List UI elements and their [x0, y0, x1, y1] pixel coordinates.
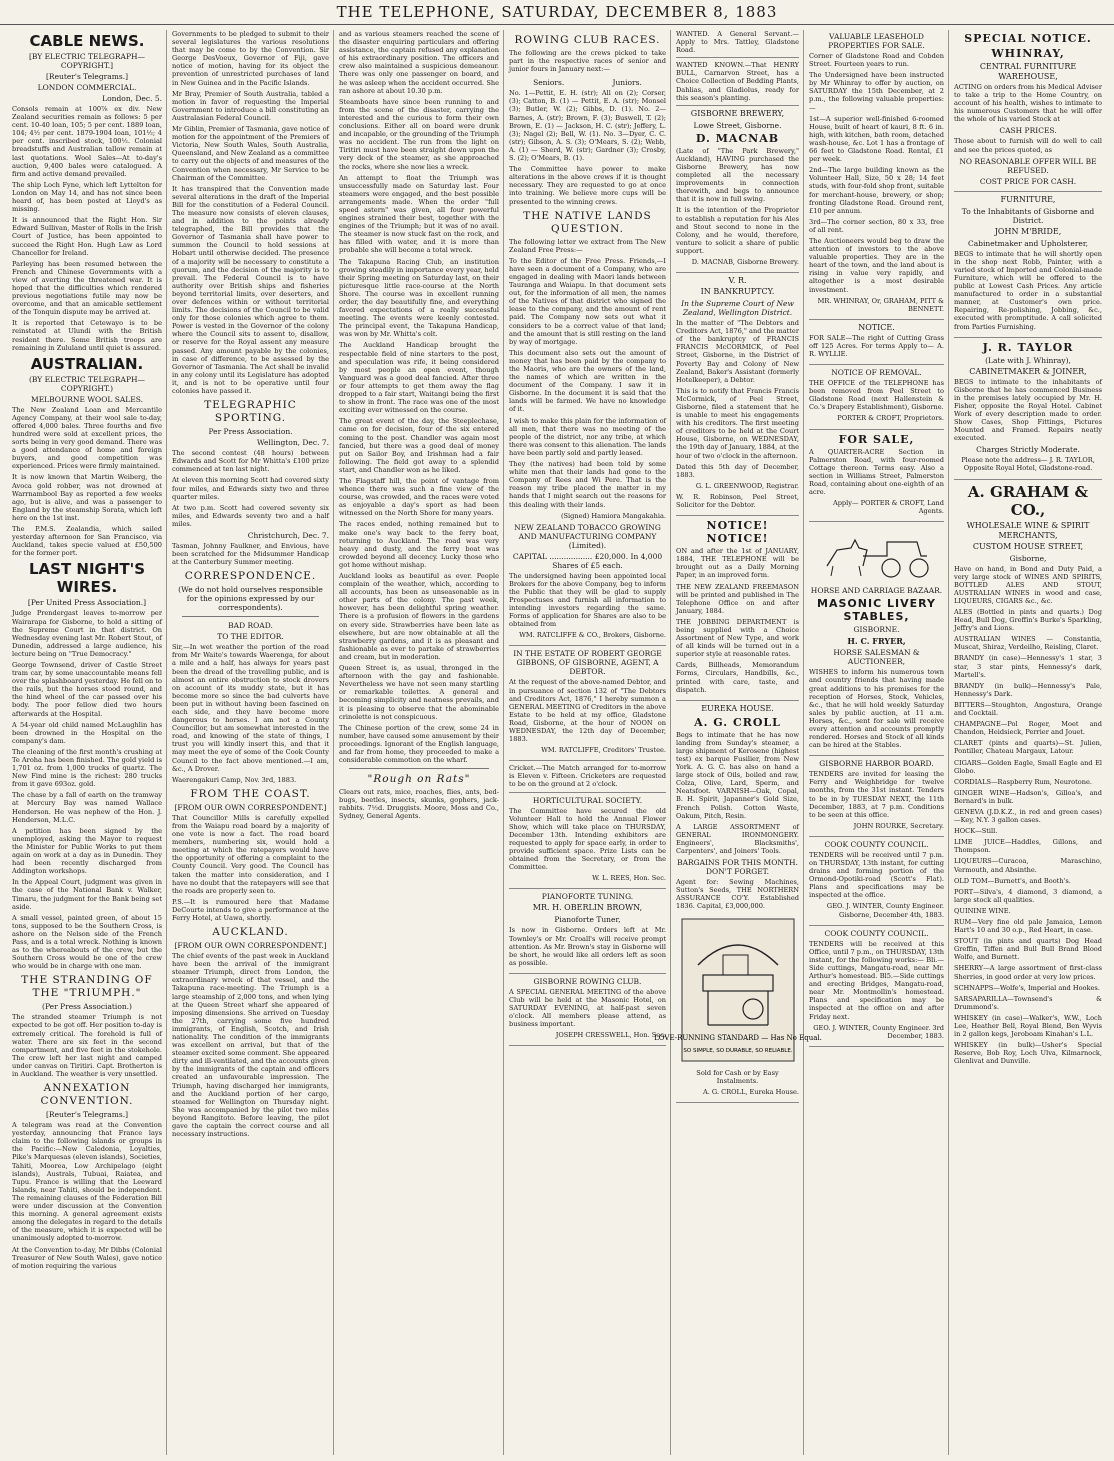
- article-paragraph: Parleying has been resumed between the French and Chinese Governments with a view of averting the threatened war. It is hoped that the difficulties which rendered previous negotiations futile may now be overcome, and that an amicable settlement of the Tonquin dispute may be arrived at.: [12, 259, 162, 317]
- subheading-bad-road: BAD ROAD.: [228, 621, 273, 631]
- ad-text: ACTING on orders from his Medical Adviser to take a trip to the Home Country, on account of his health, wishes to intimate to his numerous Customers that he will offer the whole of his varied Stock at: [954, 83, 1102, 124]
- ad-name: WHINRAY,: [991, 47, 1065, 60]
- ad-highlight: Charges Strictly Moderate.: [976, 445, 1080, 455]
- ad-address: To the Inhabitants of Gisborne and District.: [961, 206, 1095, 225]
- article-paragraph: George Townsend, driver of Castle Street tram car, by some unaccountable means fell over the splashboard yesterday. He fell on to the rails, but the horses stood round, and the hind wheel of the car passed over his body. The poor fellow died two hours afterwards at the Hospital.: [12, 660, 162, 718]
- article-paragraph: P.S.—It is rumoured here that Madame DeCourte intends to give a performance at the Ferry Hotel, at Uawa, shortly.: [172, 897, 329, 922]
- section-heading-native-lands: THE NATIVE LANDS QUESTION.: [523, 209, 652, 235]
- ad-heading: COOK COUNTY COUNCIL.: [824, 928, 929, 938]
- product-list-item: LIME JUICE—Haddles, Gillons, and Thompson.: [954, 838, 1102, 855]
- ad-brewery: [676, 109, 799, 273]
- ad-name: A. GRAHAM & CO.,: [967, 482, 1089, 519]
- section-heading-last-nights-wires: LAST NIGHT'S WIRES.: [28, 560, 146, 597]
- ad-mbride: [954, 195, 1102, 338]
- dateline: Christchurch, Dec. 7.: [247, 530, 329, 540]
- ad-heading: SPECIAL NOTICE.: [964, 32, 1092, 45]
- ad-eureka-house: [653, 703, 822, 1103]
- article-paragraph: It is reported that Cetewayo is to be reinstated at Ulundi with the British resident there. Some British troops are remaining in Zululand until quiet is assured.: [12, 319, 162, 352]
- ad-text: A SPECIAL GENERAL MEETING of the above Club will be held at the Masonic Hotel, on SATURDAY EVENING, at half-past seven o'clock. All members please attend, as business important.: [509, 987, 666, 1029]
- crew-heading-juniors: Juniors.: [612, 78, 642, 88]
- subheading-london-commercial: LONDON COMMERCIAL.: [37, 83, 137, 92]
- column-2: [172, 30, 334, 1455]
- ad-text: It is the intention of the Proprietor to establish a reputation for his Ales and Stout second to none in the Colony, and he would, therefore, venture to solicit a share of public support.: [676, 206, 799, 255]
- ad-text: WISHES to inform his numerous town and country friends that having made great additions to his premises for the reception of Horses, Stock, Vehicles, &c., that he will hold weekly Saturday sales by public auction, at 11 a.m. Horses, &c., sent for sale will receive every attention and accounts promptly rendered. Horses and Stock of all kinds can be hired at the Stables.: [809, 668, 944, 750]
- ad-subtitle: Cabinetmaker and Upholsterer,: [967, 238, 1089, 248]
- article-paragraph: The Chinese portion of the crew, some 24 in number, have caused some amusement by their proceedings. Ignorant of the English language, and far from home, they proceeded to make a considerable commotion on the wharf.: [339, 723, 499, 765]
- ad-notice-grass: [809, 323, 944, 365]
- ad-signature: G. L. GREENWOOD, Registrar.: [695, 481, 799, 490]
- product-list-item: CHAMPAGNE—Pol Roger, Moet and Chandon, Heidsieck, Perrier and Jouet.: [954, 720, 1102, 737]
- ad-name: A. G. CROLL: [694, 715, 781, 729]
- engraving-slogan: LOVE-RUNNING STANDARD — Has No Equal.: [653, 1033, 822, 1042]
- ad-text: THE NEW ZEALAND FREEMASON will be printed and published in The Telephone Office on and after January, 1884.: [676, 582, 799, 615]
- ad-signature: W. L. REES, Hon. Sec.: [592, 874, 666, 883]
- product-list-item: STOUT (in pints and quarts) Dog Head Greffin, Tiffen and Bull Bull Brand Blood Wolfe, and Burnett.: [954, 937, 1102, 962]
- ad-signature: D. MACNAB, Gisborne Brewery.: [691, 257, 799, 266]
- ad-heading: IN BANKRUPTCY.: [700, 287, 775, 297]
- royal-cipher: V. R.: [728, 276, 747, 286]
- article-paragraph: A telegram was read at the Convention yesterday, announcing that France lays claim to the following islands or groups in the Pacific:—New Caledonia, Loyalties, Pike's Marquesas (eleven islands), Societies, Tahiti, Moorea, Low Archipelago (eight islands), Australs, Tubuai, Raiatea, and Tupu. France is willing that the Leeward Islands, near Tahiti, should be independent. The remaining clauses of the Federation Bill were under discussion at the Convention this morning. A general agreement exists among the delegates in regard to the details of the measure, which it is expected will be unanimously adopted to-morrow.: [12, 1121, 162, 1243]
- ad-subtitle: CENTRAL FURNITURE WAREHOUSE,: [979, 62, 1077, 81]
- section-heading-cable-news: CABLE NEWS.: [29, 32, 145, 50]
- ad-county-council-1: [809, 840, 944, 926]
- article-paragraph: In the Appeal Court, judgment was given in the case of the National Bank v. Walker, Timaru, the judgment for the Bank being set aside.: [12, 878, 162, 911]
- section-subheading: (Per Press Association.): [42, 1002, 132, 1012]
- ad-proprietor: H. C. FRYER,: [847, 636, 906, 647]
- section-subheading: Per Press Association.: [208, 427, 293, 437]
- article-paragraph: Steamboats have since been running to and from the scene of the disaster, carrying the interested and the curious to form their own conclusions. Either all on board were drunk and incapable, or the grounding of the Triumph was no accident. The run from the light on Tiritiri must have been straight down upon the very deck of the steamer, as she approached the rocks, where she now lies a wreck.: [339, 97, 499, 171]
- ad-subtitle: WHOLESALE WINE & SPIRIT MERCHANTS,: [966, 520, 1090, 540]
- ad-name: J. R. TAYLOR: [982, 340, 1074, 354]
- article-paragraph: The following letter we extract from The New Zealand Free Press:—: [509, 237, 666, 254]
- ad-heading: FURNITURE,: [1000, 194, 1056, 204]
- article-paragraph: At eleven this morning Scott had covered sixty four miles, and Edwards sixty two and three quarter miles.: [172, 476, 329, 501]
- article-paragraph: They (the natives) had been told by some white men that their lands had gone to the Company of Rees and Wi Pere. That is the reason my tribe placed the matter in my hands that I might search out the reasons for this dealing with their lands.: [509, 460, 666, 509]
- section-subheading: [FROM OUR OWN CORRESPONDENT.]: [174, 802, 327, 812]
- article-paragraph: The great event of the day, the Steeplechase, came on for decision, four of the six entered coming to the post. Chandler was again most fancied, but there was a good deal of money put on Sailor Boy, and Irishman had a fair following. The field got away to a splendid start, and Chandler won as he liked.: [339, 417, 499, 474]
- article-paragraph: It is announced that the Right Hon. Sir Edward Sullivan, Master of Rolls in the Irish Court of Justice, has been appointed to succeed the Right Hon. Hugh Law as Lord Chancellor for Ireland.: [12, 216, 162, 257]
- ad-name: MASONIC LIVERY STABLES,: [817, 597, 936, 624]
- product-list-item: SCHNAPPS—Wolfe's, Imperial and Hookes.: [954, 983, 1100, 992]
- ad-text: Is now in Gisborne. Orders left at Mr. Townley's or Mr. Croall's will receive prompt attention. As Mr. Brown's stay in Gisborne will be short, he would like all orders left as soon as possible.: [509, 926, 666, 967]
- divider: [182, 616, 319, 617]
- ad-livery-stables: [809, 586, 944, 756]
- column-1: [12, 30, 167, 1455]
- section-subheading: [FROM OUR OWN CORRESPONDENT.]: [174, 941, 327, 951]
- ad-highlight: COST PRICE FOR CASH.: [979, 176, 1077, 186]
- ad-address: CUSTOM HOUSE STREET,: [972, 541, 1084, 551]
- article-paragraph: Mr Giblin, Premier of Tasmania, gave notice of motion for the appointment of the Premiers of Victoria, New South Wales, South Australia, Queensland, and New Zealand as a committee to carry out the objects of and measures of the Convention when necessary, Mr Service to be Chairman of the Committee.: [172, 125, 329, 182]
- ad-address: Lowe Street, Gisborne.: [693, 120, 782, 130]
- article-paragraph: The following are the crews picked to take part in the respective races of senior and junior fours in January next:—: [509, 49, 666, 74]
- ad-signature: GEO. J. WINTER, County Engineer. Gisborne, December 4th, 1883.: [826, 902, 944, 919]
- article-paragraph: An attempt to float the Triumph was unsuccessfully made on Saturday last. Four steamers were engaged, and the best possible arrangements made. When the order "full speed astern" was given, all four powerful engines strained their best, together with the engines of the Triumph; but it was of no avail. The steamer is now stuck fast on the rock, and has filled with water, and it is more than probable she will become a total wreck.: [339, 173, 499, 255]
- ad-text: Agent for: Sewing Machines, Sutton's Seeds, THE NORTHERN ASSURANCE CO'Y. Established 1836. Capital, £3,000,000.: [676, 878, 799, 911]
- article-paragraph: It is now known that Martin Weiberg, the Avoca gold robber, was not drowned at Warrnambool Bay as reported a few weeks ago, but is alive, and was a passenger to England by the steamship Sorata, which left here on the 1st inst.: [12, 473, 162, 522]
- ad-heading: PIANOFORTE TUNING.: [541, 892, 634, 902]
- article-paragraph: The stranded steamer Triumph is not expected to be got off. Her position to-day is extremely critical. The forehold is full of water. There are six feet in the second compartment, and five feet in the stokehole. The crew left her last night and camped under canvas on Tiritiri. Capt. Brotherton is in Auckland. The weather is very unsettled.: [12, 1013, 162, 1078]
- ad-heading: GISBORNE BREWERY,: [690, 108, 785, 118]
- ad-whinray: [954, 32, 1102, 192]
- section-subheading: [Reuter's Telegrams.]: [46, 1110, 128, 1120]
- product-list-item: CORDIALS—Raspberry Rum, Neurotone.: [954, 777, 1093, 786]
- ad-signature: WM. RATCLIFFE & CO., Brokers, Gisborne.: [519, 631, 666, 640]
- ad-text: TENDERS are invited for leasing the Ferry and Weighbridge for twelve months, from the 31st instant. Tenders to be in by TUESDAY NEXT, the 11th December, 1883, at 7 p.m. Conditions to be seen at this office.: [809, 770, 944, 819]
- article-paragraph: Governments to be pledged to submit to their several legislatures the various resolutions that may be come to by the Convention. Sir George DesVoeux, Governor of Fiji, gave notice of motion, having for its object the prevention of unrestricted purchases of land in New Guinea and in the Pacific Islands.: [172, 30, 329, 87]
- article-paragraph: Mr Bray, Premier of South Australia, tabled a motion in favor of requesting the Imperial Government to introduce a bill constituting an Australasian Federal Council.: [172, 89, 329, 122]
- ad-text: TENDERS will be received at this Office, until 7 p.m., on THURSDAY, 13th instant, for the following works:— Bli.—Side cuttings, Mangatu-road, near Mr. Arthur's homestead. Bl5.—Side cuttings and erecting Bridges, Mangatu-road, near Mr. Montmollin's homestead. Plans and specification may be inspected at the office on and after Friday next.: [809, 939, 944, 1021]
- article-paragraph: The Committee have power to make alterations in the above crews if it is thought necessary. They are requested to go at once into training. We believe more cups will be presented to the winning crews.: [509, 165, 666, 206]
- product-list-item: SARSAPARILLA—Townsend's & Drummond's.: [954, 994, 1102, 1011]
- section-heading-stranding: THE STRANDING OF THE "TRIUMPH.": [21, 974, 153, 1000]
- ad-bargains: BARGAINS FOR THIS MONTH. DON'T FORGET.: [677, 858, 798, 877]
- section-heading-auckland: AUCKLAND.: [212, 926, 289, 939]
- article-paragraph: The cleaning of the first month's crushing at Te Aroha has been finished. The gold yield is 1,701 oz. from 1,000 trucks of quartz. The New Find mine is the richest: 280 trucks from it gave 693oz. gold.: [12, 747, 162, 789]
- article-paragraph: To the Editor of the Free Press. Friends,—I have seen a document of a Company, who are engaged in dealing with Maori lands between Tauranga and Waiapu. In that document sets out, for the information of all men, the names of the Natives of that district who signed the lease to the company, and the amount of rent paid. The Company now sets out what it considers to be a correct value of that land; and the amount that is still resting on the land by way of mortgage.: [509, 256, 666, 346]
- ad-name: MR. H. OBERLIN BROWN,: [532, 903, 643, 913]
- article-paragraph: Consols remain at 100⅞ ex div. New Zealand securities remain as follows: 5 per cent. 10-40 loan, 105; 5 per cent. 1889 loan, 104; 4½ per cent. 1879-1904 loan, 101½; 4 per cent. inscribed stock, 100½. Colonial breadstuffs and Australian tallow remain at last quotations. Wool Sales—At to-day's auction, 9,400 bales were catalogued. A firm and active demand prevailed.: [12, 105, 162, 178]
- ad-heading-rough-on-rats: "Rough on Rats": [367, 773, 471, 786]
- ad-highlight: NO REASONABLE OFFER WILL BE REFUSED.: [959, 156, 1097, 175]
- crew-table-header: [509, 76, 666, 89]
- ad-text: A QUARTER-ACRE Section in Palmerston Road, with four-roomed Cottage thereon. Terms easy. Also a section in Williams Street, Palmerston Road, containing about one-eighth of an acre.: [809, 447, 944, 497]
- product-list-item: LIQUEURS—Curacoa, Maraschino, Vermouth, and Absinthe.: [954, 857, 1102, 874]
- carriage-engraving: [817, 526, 937, 582]
- section-heading-from-the-coast: FROM THE COAST.: [190, 787, 311, 800]
- crew-heading-seniors: Seniors.: [533, 78, 565, 88]
- section-subheading: [Per United Press Association.]: [27, 598, 147, 608]
- subheading-wool-sales: MELBOURNE WOOL SALES.: [31, 394, 143, 404]
- ad-location: GISBORNE.: [853, 625, 900, 635]
- ad-text: 2nd—The large building known as the Volunteer Hall, Size, 50 x 28; 14 feet studs, with four-fold shop front, suitable for merchant-house, brewery, or shop; fronting Gladstone Road. Ground rent, £10 per annum.: [809, 166, 944, 215]
- ad-text: The undersigned having been appointed local Brokers for the above Company, beg to inform the Public that they will be glad to supply Prospectuses and furnish all information to intending investors regarding the same. Forms of application for Shares are also to be obtained from: [509, 571, 666, 629]
- section-heading-sporting: TELEGRAPHIC SPORTING.: [204, 399, 297, 425]
- section-subheading: (We do not hold ourselves responsible for the opinions expressed by our correspondents).: [178, 585, 323, 613]
- ad-text: Begs to intimate that he has now landing from Sunday's steamer, a large shipment of Kerosene (highest test) ex barque Fusilier, from New York. A. G. C. has also on hand a large stock of Oils, boiled and raw, Colza, Olive, Lard, Sperm, and Neatsfoot. VARNISH—Oak, Copal, B. H. Spirit, Japanner's Gold Size, French Polish. Cotton Waste, Oakum, Pitch, Resin.: [676, 730, 799, 820]
- divider: [349, 768, 489, 769]
- ad-rowing-club: [509, 977, 666, 1047]
- ad-wanted-servant: WANTED. A General Servant.—Apply to Mrs. Tattley, Gladstone Road.: [676, 30, 799, 58]
- ad-court: In the Supreme Court of New Zealand, Wellington District.: [681, 299, 794, 318]
- product-list-item: SHERRY—A large assortment of first-class Sherries, in good order at very low prices.: [954, 964, 1102, 981]
- product-list-item: WHISKEY (in case)—Walker's, W.W., Loch Lee, Heather Bell, Royal Blend, Ben Wyvis in 2 gallon kegs, Jeroboam Kinahan's L.L.: [954, 1013, 1102, 1039]
- ad-for-sale: [809, 433, 944, 523]
- ad-text: W. R. Robinson, Peel Street, Solicitor for the Debtor.: [676, 492, 799, 510]
- ad-signature: WM. RATCLIFFE, Creditors' Trustee.: [541, 746, 666, 755]
- ad-text: BEGS to intimate to the inhabitants of Gisborne that he has commenced Business in the premises lately occupied by Mr. H. Fisher, opposite the Royal Hotel. Cabinet Work of every description made to order. Show Cases, Shop Fittings, Pictures Mounted and Framed. Repairs neatly executed.: [954, 377, 1102, 443]
- ad-text: (Late of "The Park Brewery," Auckland), HAVING purchased the Gisborne Brewery, has now completed all the necessary improvements in connection therewith, and begs to announce that it is now in full swing.: [676, 146, 799, 204]
- product-list-item: WHISKEY (in bulk)—Usher's Special Reserve, Bob Roy, Loch Ulva, Kilmarnock, Glenlivat and Dunville.: [954, 1041, 1102, 1066]
- ad-text: The Undersigned have been instructed by Mr Whinray to offer by auction, on SATURDAY the 15th December, at 2 p.m., the following valuable properties:—: [809, 71, 944, 112]
- ad-text: 3rd—The corner section, 80 x 33, free of all rent.: [809, 217, 944, 234]
- ad-signature: PORTER & CROFT, Proprietors.: [837, 414, 944, 423]
- ad-text: BEGS to intimate that he will shortly open in the shop next Robb, Painter, with a varied stock of Imported and Colonial-made Furniture, which will be offered to the public at Lowest Cash Prices. Any article manufactured to order in a substantial manner, at Customer's own price. Repairing, Re-polishing, Jobbing, &c., executed with promptitude. A call solicited from Parties Furnishing.: [954, 249, 1102, 331]
- article-paragraph: The Flagstaff hill, the point of vantage from whence there was such a fine view of the course, was crowded, and the races were voted as enjoyable a day's sport as had been witnessed on the North Shore for many years.: [339, 476, 499, 518]
- dateline: Wellington, Dec. 7.: [256, 438, 329, 448]
- column-3: [339, 30, 504, 1455]
- ad-text: ON and after the 1st of JANUARY, 1884, THE TELEPHONE will be brought out as a Daily Morning Paper, in an improved form.: [676, 547, 799, 580]
- ad-text: The Committee have secured the old Volunteer Hall to hold the Annual Flower Show, which will take place on THURSDAY, December 13th. Intending exhibitors are requested to apply for space early, in order to provide sufficient space. Prize Lists can be obtained from the Secretary, or from the Committee.: [509, 806, 666, 872]
- ad-tobacco-company: [509, 523, 666, 647]
- ad-signature: MR. WHINRAY, Or, GRAHAM, PITT & BENNETT.: [817, 296, 944, 313]
- sewing-machine-engraving: [653, 915, 822, 1065]
- notice-cricket: Cricket.—The Match arranged for to-morrow is Eleven v. Fifteen. Cricketers are requested to be on the ground at 2 o'clock.: [509, 764, 666, 792]
- ad-name: JOHN M'BRIDE,: [994, 226, 1062, 236]
- article-paragraph: The races ended, nothing remained but to make one's way back to the ferry boat, returning to Auckland. The road was very heavy and dusty, and the ferry boat was crowded beyond all decency. Lucky those who got home without mishap.: [339, 520, 499, 569]
- ad-heading: VALUABLE LEASEHOLD PROPERTIES FOR SALE.: [828, 32, 925, 50]
- article-paragraph: and as various steamers reached the scene of the disaster enquiring particulars and offering assistance, the captain refused any explanation of his extraordinary position. The officers and crew also maintained a suspicious demeanour. There was only one passenger on board, and he was asleep when the accident occurred. She ran ashore at about 10.30 p.m.: [339, 30, 499, 95]
- ad-text: The Auctioneers would beg to draw the attention of investors to the above valuable properties. They are in the heart of the town, and the land about is rising in value very rapidly, and altogether is a most desirable investment.: [809, 236, 944, 294]
- article-paragraph: This document also sets out the amount of money that has been paid by the company to the Maoris, who are the owners of the land, the names of which are written in the document of the Company. I saw it in Gisborne. In the document it is said that the lands will be farmed. We have no knowledge of it.: [509, 348, 666, 414]
- ad-heading: EUREKA HOUSE.: [701, 703, 774, 713]
- section-subheading: [BY ELECTRIC TELEGRAPH—COPYRIGHT.]: [28, 52, 146, 70]
- ad-telephone-notice: [676, 519, 799, 701]
- ad-text: Corner of Gladstone Road and Cobden Street. Fourteen years to run.: [809, 52, 944, 69]
- product-list-item: QUININE WINE.: [954, 906, 1011, 915]
- ad-signature: GEO. J. WINTER, County Engineer. 3rd December, 1883.: [813, 1023, 944, 1040]
- ad-trade: CABINETMAKER & JOINER,: [969, 366, 1087, 376]
- ad-text: Sold for Cash or by Easy Instalments.: [696, 1068, 779, 1085]
- ad-text: THE JOBBING DEPARTMENT is being supplied with a Choice Assortment of New Type, and work of all kinds will be turned out in a superior style at reasonable rates.: [676, 617, 799, 659]
- product-list-item: CIGARS—Golden Eagle, Small Eagle and El Globo.: [954, 758, 1102, 775]
- ad-heading: FOR SALE,: [838, 432, 915, 446]
- ad-text: TENDERS will be received until 7 p.m. on THURSDAY, 13th instant, for cutting drains and forming portion of the Ormond-Opotiki-road (Scott's Flat). Plans and specifications may be inspected at the office.: [809, 850, 944, 900]
- ad-taylor: [954, 341, 1102, 480]
- article-paragraph: Judge Prendergast leaves to-morrow per Wairarapa for Gisborne, to hold a sitting of the Supreme Court in that district. On Wednesday evening last Mr. Robert Stout, of Dunedin, addressed a large audience, his lecture being on "True Democracy.": [12, 609, 162, 658]
- ad-harbor-board: [809, 759, 944, 837]
- ad-heading: GISBORNE HARBOR BOARD.: [819, 759, 934, 769]
- section-heading-australian: AUSTRALIAN.: [30, 354, 144, 373]
- ad-name: D. MACNAB: [695, 131, 780, 145]
- section-heading-annexation: ANNEXATION CONVENTION.: [40, 1082, 134, 1108]
- product-list-item: BITTERS—Stoughton, Angostura, Orange and Cocktail.: [954, 700, 1102, 718]
- ad-signature: JOSEPH CRESSWELL, Hon. Sec.: [555, 1031, 666, 1040]
- ad-text: 1st—A superior well-finished 6-roomed House, built of heart of kauri, 8 ft. 6 in. high, with kitchen, bath room, detached wash-house, &c. Lot 1 has a frontage of 66 feet to Gladstone Road. Rental, £1 per week.: [809, 114, 944, 164]
- ad-subtitle: (Late with J. Whinray),: [985, 355, 1071, 365]
- ad-signature: Please note the address— J. R. TAYLOR, Opposite Royal Hotel, Gladstone-road.: [961, 456, 1095, 473]
- article-paragraph: It has transpired that the Convention made several alterations in the draft of the Imperial Bill for the constitution of a Federal Council. The measure now consists of eleven clauses, and in addition to the points already telegraphed, the Bill provides that the Governor of Tasmania shall have power to summon the Council to hold sessions at Hobart until otherwise decided. The presence of a majority will be necessary to constitute a quorum, and the decision of the majority is to prevail. The Federal Council is to have authority over British ships and fisheries beyond territorial limits, over deserters, and over defences within or without territorial limits. The decisions of the Council to be valid only for those colonies which agree to them. Power is vested in the Governor of the colony where the Council sits to assent to, disallow, or reserve for the Royal assent any measure passed. Any amount payable by the colonies, in case of difference, to be assessed by the Governor of Tasmania. The Act shall be invalid in any colony until its Legislature has adopted it, and is not to be operative until four colonies have passed it.: [172, 184, 329, 396]
- article-paragraph: The chase by a fall of earth on the tramway at Mercury Bay was named Wallace Henderson. He was nephew of the Hon. J. Henderson, M.L.C.: [12, 791, 162, 824]
- ad-heading: NOTICE.: [858, 322, 895, 332]
- source-label: [Reuter's Telegrams.]: [46, 72, 128, 81]
- newspaper-masthead: THE TELEPHONE, SATURDAY, DECEMBER 8, 1883: [0, 0, 1114, 25]
- ad-text: A LARGE ASSORTMENT of GENERAL IRONMONGERY. Engineers', Blacksmiths', Carpenters', and Joiners' Tools.: [676, 822, 799, 856]
- column-4: [509, 30, 671, 1455]
- ad-wanted-known: WANTED KNOWN.—That HENRY BULL, Carnarvon Street, has a Choice Collection of Bedding Plants, Dahlias, and Gladiolus, ready for this season's planting.: [676, 61, 799, 105]
- crew-list: No. 1—Pettit, E. H. (str); All on (2); Corser, (3); Catton, B. (1) — Pettit, E. A. (str); Monsel (3); Butler, W. (2); Gibbs, D. (1). No. 2—Barnes, A. (str); Brown, F. (3); Buswell, T. (2); Brown, E. (1) — Jackson, H. C. (str); Jeffery, L. (3); Nagel (2); Bell, W. (1). No. 3—Dyer, C. C. (str); Gibson, A. S. (3); O'Mears, S. (2); Webb, A. (1) — Sherd, W. (str); Gardner (3); Crosby, S. (2); O'Mears, B. (1).: [509, 89, 666, 163]
- article-paragraph: Auckland looks as beautiful as ever. People complain of the weather, which, according to all accounts, has been as unseasonable as in other parts of the colony. The past week, however, has been delightful spring weather. There is a profusion of flowers in the gardens on every side. Strawberries have been late as elsewhere, but are now obtainable at all the strawberry gardens, and it is as pleasant and fashionable as ever to partake of strawberries and cream, but in moderation.: [339, 572, 499, 661]
- article-paragraph: The second contest (48 hours) between Edwards and Scott for Mr Whitta's £100 prize commenced at ten last night.: [172, 449, 329, 474]
- dateline: London, Dec. 5.: [102, 94, 162, 103]
- article-paragraph: The P.M.S. Zealandia, which sailed yesterday afternoon for San Francisco, via Auckland, takes specie valued at £50,500 for the former port.: [12, 525, 162, 558]
- product-list-item: BRANDY (in case)—Hennessy's 1 star, 3 star, 3 star pints, Hennessy's dark, Martell's.: [954, 654, 1102, 679]
- ad-county-council-2: [809, 929, 944, 1047]
- article-paragraph: The New Zealand Loan and Mercantile Agency Company, at their wool sale to-day, offered 4,000 bales. Three fourths and five hundred were sold at excellent prices, the sorts being in very good demand. There was a good attendance of home and foreign buyers, and good competition was experienced. Prices were firmly maintained.: [12, 405, 162, 471]
- ad-bankruptcy: [676, 276, 799, 516]
- ad-subtitle: HORSE SALESMAN & AUCTIONEER,: [833, 648, 920, 667]
- ad-heading: COOK COUNTY COUNCIL.: [824, 839, 929, 849]
- product-list-item: HOCK—Still.: [954, 827, 998, 836]
- article-paragraph: The Takapuna Racing Club, an institution growing steadily in importance every year, held their Spring meeting on Saturday last, on their picturesque little race-course at the North Shore. The course was in excellent running order, the day beautifully fine, and everything favored expectations of a really successful meeting. The events were keenly contested. The principal event, the Takapuna Handicap, was won by Mr. Whitta's colt.: [339, 257, 499, 339]
- article-paragraph: The ship Loch Fyne, which left Lyttelton for London on May 14, and has not since been heard of, has been posted at Lloyd's as missing.: [12, 180, 162, 214]
- ad-signature: A. G. CROLL, Eureka House.: [702, 1087, 799, 1096]
- ad-horticultural: [509, 796, 666, 890]
- section-subheading: (BY ELECTRIC TELEGRAPH—COPYRIGHT.): [28, 374, 146, 393]
- ad-heading: HORTICULTURAL SOCIETY.: [532, 795, 643, 805]
- ad-signature: Apply— PORTER & CROFT, Land Agents.: [832, 499, 944, 516]
- ad-leasehold: [809, 32, 944, 320]
- article-paragraph: That Councillor Mills is carefully expelled from the Waiapu road board by a majority of one vote is now a fact. The road board members, numbering six, would hold a meeting at which the ratepayers would have the opportunity of offering a complaint to the County Council. Very good. The Council has taken the matter into consideration, and I have no doubt that the ratepayers will see that the roads are properly seen to.: [172, 813, 329, 895]
- column-6: [809, 30, 949, 1455]
- product-list-item: GINGER WINE—Hadson's, Gilloa's, and Bernard's in bulk.: [954, 788, 1102, 805]
- ad-subtitle: Pianoforte Tuner,: [554, 915, 621, 925]
- ad-notice-removal: [809, 368, 944, 429]
- product-list: [954, 608, 1102, 1066]
- section-heading-correspondence: CORRESPONDENCE.: [184, 570, 317, 583]
- ad-text: Have on hand, in Bond and Duty Paid, a very large stock of WINES AND SPIRITS, BOTTLED ALES AND STOUT, AUSTRALIAN WINES in wood and case, LIQUEURS, CIGARS &c., &c.: [954, 564, 1102, 605]
- ad-heading: IN THE ESTATE OF ROBERT GEORGE GIBBONS, OF GISBORNE, AGENT, A DEBTOR.: [513, 649, 662, 677]
- ad-text: Those about to furnish will do well to call and see the prices quoted, as: [954, 137, 1102, 154]
- article-paragraph: At the Convention to-day, Mr Dibbs (Colonial Treasurer of New South Wales), gave notice of motion requiring the various: [12, 1245, 162, 1270]
- product-list-item: OLD TOM—Burnett's, and Booth's.: [954, 876, 1071, 885]
- ad-text: Cards, Billheads, Memorandum Forms, Circulars, Handbills, &c., printed with care, taste, and dispatch.: [676, 661, 799, 694]
- subheading-to-editor: TO THE EDITOR.: [217, 632, 284, 642]
- ad-text: Clears out rats, mice, roaches, flies, ants, bed-bugs, beetles, insects, skunks, gophers, jack-rabbits. 7½d. Druggists. Moore, Moss and Co., Sydney, General Agents.: [339, 788, 499, 821]
- ad-capital: CAPITAL .................. £20,000. In 4,000 Shares of £5 each.: [512, 551, 663, 570]
- article-paragraph: Queen Street is, as usual, thronged in the afternoon with the gay and fashionable. Nevertheless we have not seen many startling or remarkable toilettes. A general and becoming simplicity and neatness prevails, and it is pleasing to observe that the abominable crinolette is not conspicuous.: [339, 664, 499, 721]
- newspaper-page: [12, 30, 1106, 1455]
- article-paragraph: Tasman, Johnny Faulkner, and Envious, have been scratched for the Midsummer Handicap at the Canterbury Summer meeting.: [172, 541, 329, 567]
- article-paragraph: Sir,—In wet weather the portion of the road from Mr Waite's towards Waerenga, for about a mile and a half, has always for years past been the dread of the travelling public, and is almost an entire obstruction to stock drovers on account of its muddy state, but it has become more so since the bad culverts have been put in without having been fascined on each side, and they have become more dangerous to horses. I am not a County Councillor, but am somewhat interested in the road, and knowing of the state of things, I trust you will kindly insert this, and that it may meet the eye of some of the Cook County Council to the fact above mentioned.—I am, &c., A Drover.: [172, 643, 329, 773]
- ad-location: Gisborne,: [1009, 553, 1047, 563]
- column-5: [653, 30, 822, 1455]
- section-heading-rowing: ROWING CLUB RACES.: [514, 34, 661, 46]
- engraving-caption: SO SIMPLE, SO DURABLE, SO RELIABLE.: [682, 1047, 793, 1054]
- ad-graham-co: [954, 483, 1102, 1066]
- ad-heading: GISBORNE ROWING CLUB.: [533, 976, 642, 986]
- article-signature: Waerengakuri Camp, Nov. 3rd, 1883.: [172, 775, 297, 784]
- article-signature: (Signed) Hamiora Mangakahia.: [560, 511, 666, 520]
- ad-text: At the request of the above-named Debtor, and in pursuance of section 132 of "The Debtors and Creditors Act, 1876," I hereby summon a GENERAL MEETING of Creditors in the above Estate to be held at my office, Gladstone Road, Gisborne, at the hour of NOON on WEDNESDAY, the 12th day of December, 1883.: [509, 678, 666, 744]
- ad-heading: NEW ZEALAND TOBACCO GROWING AND MANUFACTURING COMPANY (Limited).: [514, 522, 661, 550]
- ad-signature: JOHN ROURKE, Secretary.: [853, 821, 944, 830]
- ad-text: This is to notify that Francis Francis McCormick, of Peel Street, Gisborne, filed a statement that he is unable to meet his engagements with his creditors. The first meeting of creditors to be held at the Court House, Gisborne, on WEDNESDAY, the 19th day of January, 1884, at the hour of two o'clock in the afternoon.: [676, 386, 799, 460]
- ad-heading: NOTICE! NOTICE!: [706, 519, 769, 546]
- product-list-item: PORT—Silva's, 4 diamond, 3 diamond, a large stock all qualities.: [954, 887, 1102, 904]
- product-list-item: BRANDY (in bulk)—Hennessy's Pale, Hennessy's Dark.: [954, 681, 1102, 698]
- article-paragraph: A petition has been signed by the unemployed, asking the Mayor to request the Minister for Public Works to put them again on work at a day as in Dunedin. They had been recently discharged from Addington workshops.: [12, 826, 162, 876]
- product-list-item: CLARET (pints and quarts)—St. Julien, Pontiller, Chateau Margaux, Latour.: [954, 739, 1102, 756]
- ad-estate-notice: [509, 649, 666, 761]
- product-list-item: AUSTRALIAN WINES — Constantia, Muscat, Shiraz, Verdeilho, Reisling, Claret.: [954, 635, 1102, 652]
- article-paragraph: The chief events of the past week in Auckland have been the arrival of the immigrant steamer Triumph, direct from London, the extraordinary wreck of that vessel, and the Takapuna race-meeting. The Triumph is a large steamship of 2,000 tons, and when lying at the Queen Street wharf she appeared of imposing dimensions. She arrived on Tuesday the 27th, carrying some five hundred immigrants, of English, Scotch, and Irish nationality. The condition of the immigrants was excellent on arrival, but that of the steamer excited some comment. She appeared dirty and ill-ventilated, and the accounts given by the immigrants of the captain and officers created an unfavourable impression. The Triumph, having discharged her immigrants, and the Auckland portion of her cargo, steamed for Wellington on Thursday night. She was accompanied by the pilot two miles beyond Rangitoto. Before leaving, the pilot gave the captain the correct course and all necessary instructions.: [172, 952, 329, 1139]
- ad-highlight: CASH PRICES.: [999, 126, 1057, 136]
- ad-heading: NOTICE OF REMOVAL.: [831, 368, 922, 378]
- article-paragraph: I wish to make this plain for the information of all men, that there was no meeting of the people of the district, nor any tribe, at which there was consent to this alienation. The lands have been partly sold and partly leased.: [509, 416, 666, 457]
- column-7: [954, 30, 1106, 1455]
- ad-text: FOR SALE—The right of Cutting Grass off 125 Acres. For terms Apply to— A. R. WYLLIE.: [809, 333, 944, 358]
- ad-text: THE OFFICE of the TELEPHONE has been removed from Peel Street to Gladstone Road (next Hallenstein & Co.'s Drapery Establishment), Gisborne.: [809, 379, 944, 412]
- article-paragraph: A small vessel, painted green, of about 15 tons, supposed to be the Southern Cross, is ashore on the Nelson side of the French Pass, and is a total wreck. Nothing is known as to the whereabouts of the crew, but the Southern Cross would be one of the crew who would be in charge with one man.: [12, 913, 162, 971]
- article-paragraph: At two p.m. Scott had covered seventy six miles, and Edwards seventy two and a half miles.: [172, 503, 329, 528]
- product-list-item: RUM—Very fine old pale Jamaica, Lemon Hart's 10 and 30 o.p., Red Heart, in case.: [954, 918, 1102, 935]
- article-paragraph: The Auckland Handicap brought the respectable field of nine starters to the post, and speculation was rife, it being considered by most people an open event, though Vanguard was a good deal fancied. After three or four attempts to get them away the flag dropped to a fair start, Waitangi being the first to show in front. The race was one of the most exciting ever witnessed on the course.: [339, 341, 499, 415]
- ad-heading: HORSE AND CARRIAGE BAZAAR.: [810, 586, 943, 596]
- product-list-item: ALES (Bottled in pints and quarts.) Dog Head, Bull Dog, Greffin's Burke's Sparkling, Jeffry's and Lions.: [954, 608, 1102, 633]
- product-list-item: GENEVA (J.D.K.Z., in red and green cases)—Key, N.Y. 3 gallon cases.: [954, 807, 1102, 825]
- ad-text: In the matter of "The Debtors and Creditors Act, 1876," and the matter of the bankruptcy of FRANCIS FRANCIS McCORMICK, of Peel Street, Gisborne, in the District of Poverty Bay and Colony of New Zealand, Baker's Assistant (formerly Hotelkeeper), a Debtor.: [676, 319, 799, 384]
- ad-piano-tuning: [509, 892, 666, 973]
- ad-text: Dated this 5th day of December, 1883.: [676, 462, 799, 479]
- article-paragraph: A 54-year old child named McLaughlin has been drowned in the Hospital on the company's dam.: [12, 720, 162, 745]
